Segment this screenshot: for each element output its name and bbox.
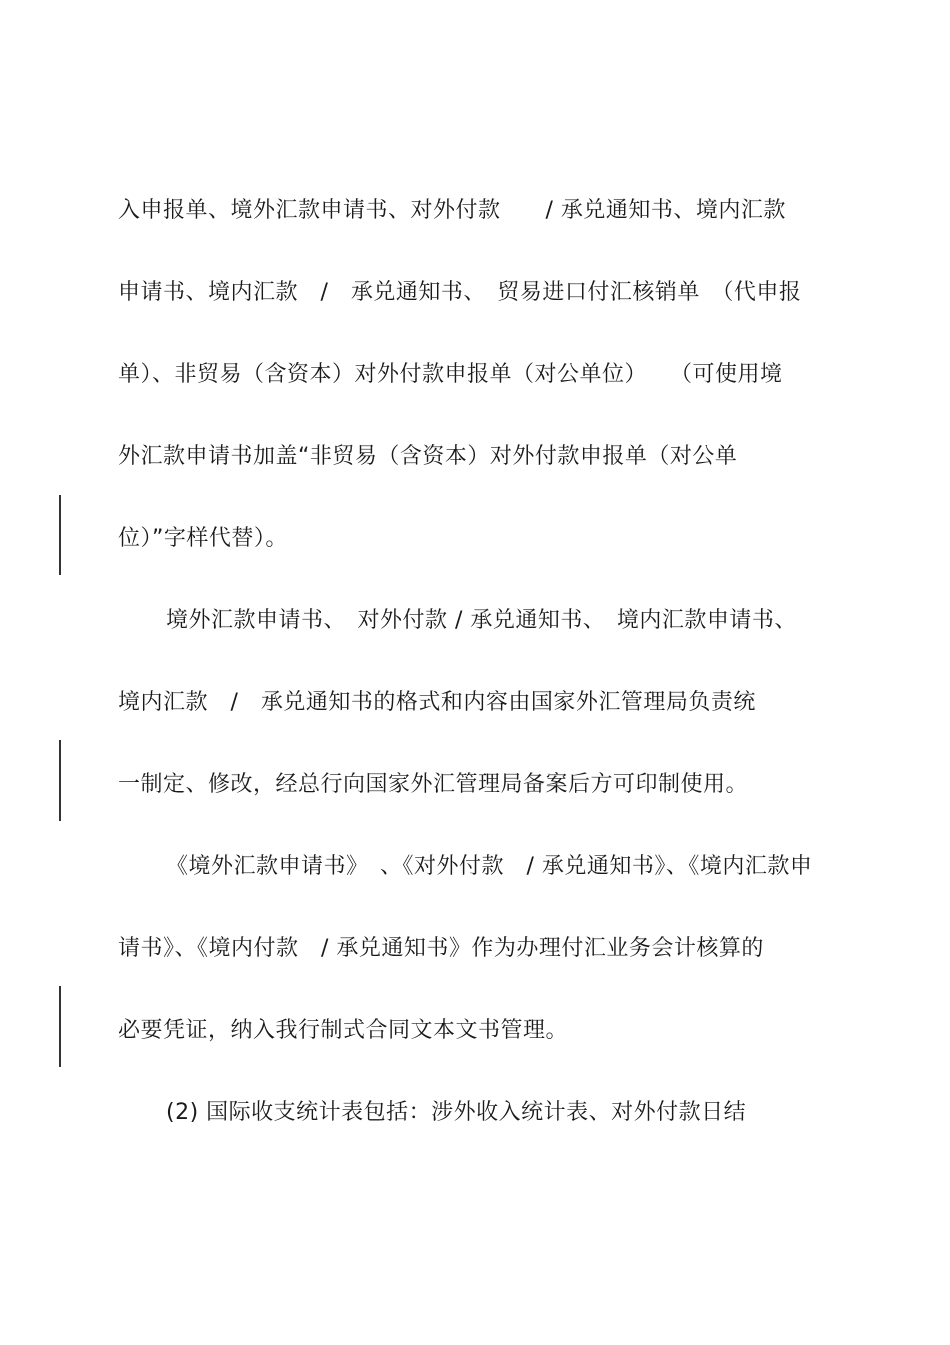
margin-change-bar xyxy=(59,740,61,821)
text-line: 入申报单、境外汇款申请书、对外付款 / 承兑通知书、境内汇款 xyxy=(118,198,786,223)
paragraph-first-line: 《境外汇款申请书》 、《对外付款 / 承兑通知书》、《境内汇款申 xyxy=(166,854,813,879)
text-line: 外汇款申请书加盖“非贸易（含资本）对外付款申报单（对公单 xyxy=(118,444,738,469)
text-line: 境内汇款 / 承兑通知书的格式和内容由国家外汇管理局负责统 xyxy=(118,690,756,715)
paragraph-first-line: (2) 国际收支统计表包括：涉外收入统计表、对外付款日结 xyxy=(166,1100,747,1125)
paragraph-first-line: 境外汇款申请书、 对外付款 / 承兑通知书、 境内汇款申请书、 xyxy=(166,608,797,633)
text-line: 请书》、《境内付款 / 承兑通知书》作为办理付汇业务会计核算的 xyxy=(118,936,764,961)
text-line: 申请书、境内汇款 / 承兑通知书、 贸易进口付汇核销单 （代申报 xyxy=(118,280,802,305)
text-line: 单）、非贸易（含资本）对外付款申报单（对公单位） （可使用境 xyxy=(118,362,783,387)
text-line: 位）”字样代替）。 xyxy=(118,526,288,551)
margin-change-bar xyxy=(59,495,61,575)
text-line: 一制定、修改，经总行向国家外汇管理局备案后方可印制使用。 xyxy=(118,772,749,797)
text-line: 必要凭证，纳入我行制式合同文本文书管理。 xyxy=(118,1018,569,1043)
margin-change-bar xyxy=(59,986,61,1067)
